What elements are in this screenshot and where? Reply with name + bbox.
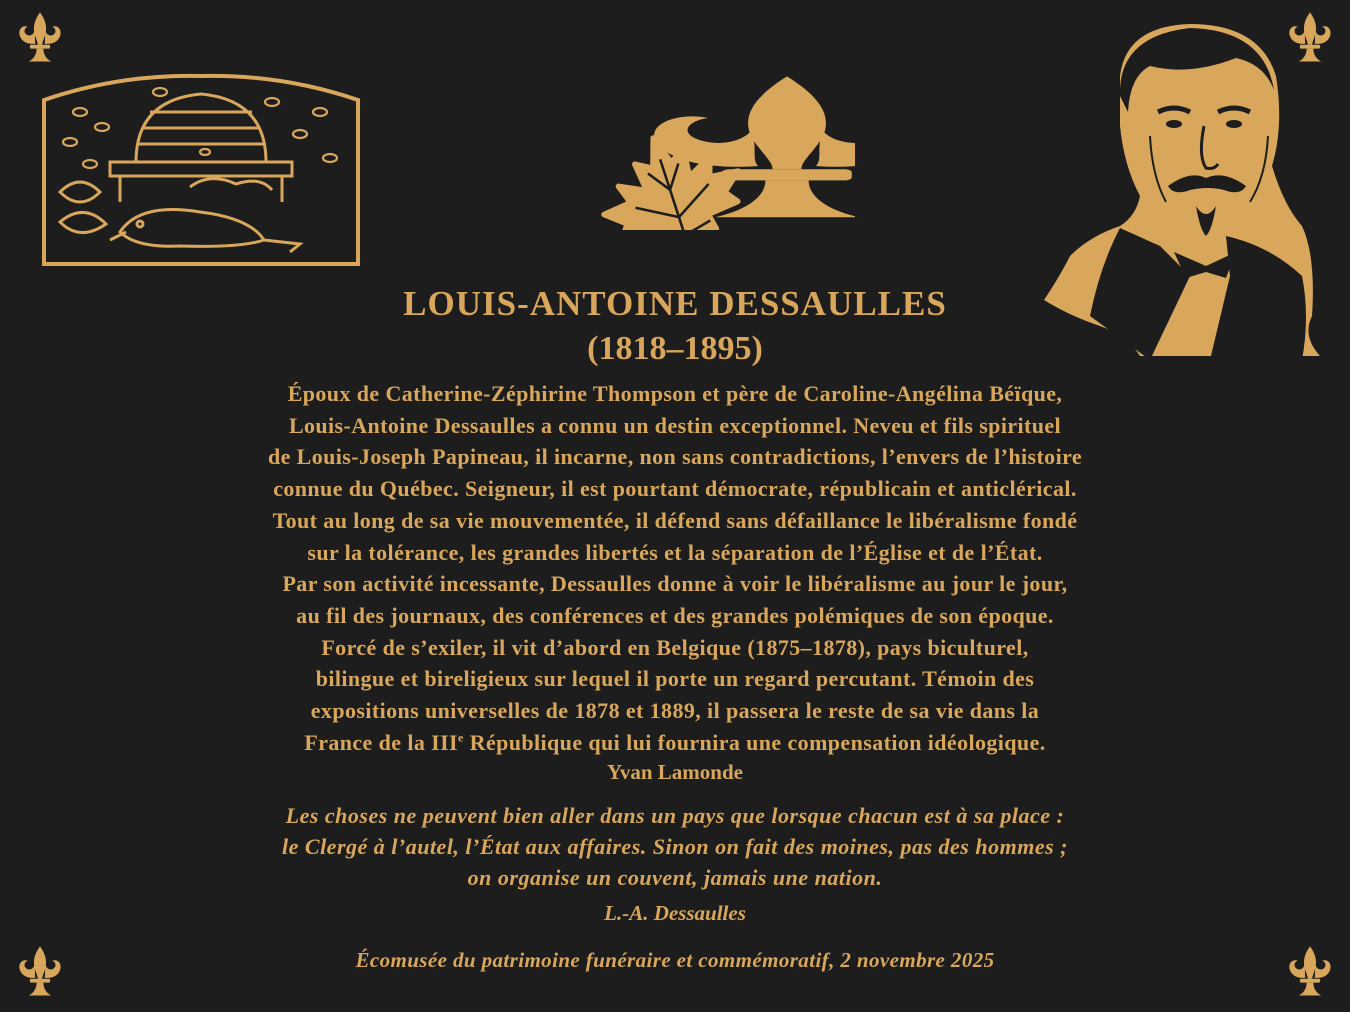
biography-line: sur la tolérance, les grandes libertés et la séparation de l’Église et de l’État. [307,539,1043,565]
superscript: e [458,730,464,745]
quote-line: on organise un couvent, jamais une nation. [467,865,883,890]
quote-line: le Clergé à l’autel, l’État aux affaires. Sinon on fait des moines, pas des hommes ; [282,834,1068,859]
biography-text-fragment: France de la III [304,729,459,755]
plaque-title: LOUIS-ANTOINE DESSAULLES [403,284,947,323]
biography-line: Époux de Catherine-Zéphirine Thompson et père de Caroline-Angélina Béïque, [287,381,1063,406]
biography-line: au fil des journaux, des conférences et des grandes polémiques de son époque. [296,602,1054,628]
biography-line: de Louis-Joseph Papineau, il incarne, non sans contradictions, l’envers de l’histoire [267,444,1083,470]
biography-text-fragment: République qui lui fournira une compensation idéologique. [463,729,1046,755]
biography-author: Yvan Lamonde [607,760,743,784]
beehive-beaver-emblem [40,72,362,268]
quote-author: L.-A. Dessaulles [604,901,746,925]
biography-line: bilingue et bireligieux sur lequel il porte un regard percutant. Témoin des [315,666,1035,692]
fleur-de-lis-icon [12,10,68,66]
footer-credit: Écomusée du patrimoine funéraire et commémoratif, 2 novembre 2025 [355,948,995,972]
biography-line: Louis-Antoine Dessaulles a connu un destin exceptionnel. Neveu et fils spirituel [288,412,1062,438]
biography-line: Par son activité incessante, Dessaulles donne à voir le libéralisme au jour le jour, [282,571,1068,597]
quote-text [100,800,1250,893]
biography-line-last [100,727,1250,759]
biography-line: Tout au long de sa vie mouvementée, il défend sans défaillance le libéralisme fondé [272,507,1078,533]
life-dates: (1818–1895) [587,330,763,367]
biography-text [100,378,1250,758]
fleur-de-lis-maple-leaves-crest [495,70,855,230]
biography-line: expositions universelles de 1878 et 1889, il passera le reste de sa vie dans la [310,698,1040,724]
biography-line: Forcé de s’exiler, il vit d’abord en Belgique (1875–1878), pays biculturel, [321,634,1029,660]
quote-line: Les choses ne peuvent bien aller dans un pays que lorsque chacun est à sa place : [285,803,1065,828]
biography-line: connue du Québec. Seigneur, il est pourtant démocrate, républicain et anticlérical. [273,476,1077,502]
